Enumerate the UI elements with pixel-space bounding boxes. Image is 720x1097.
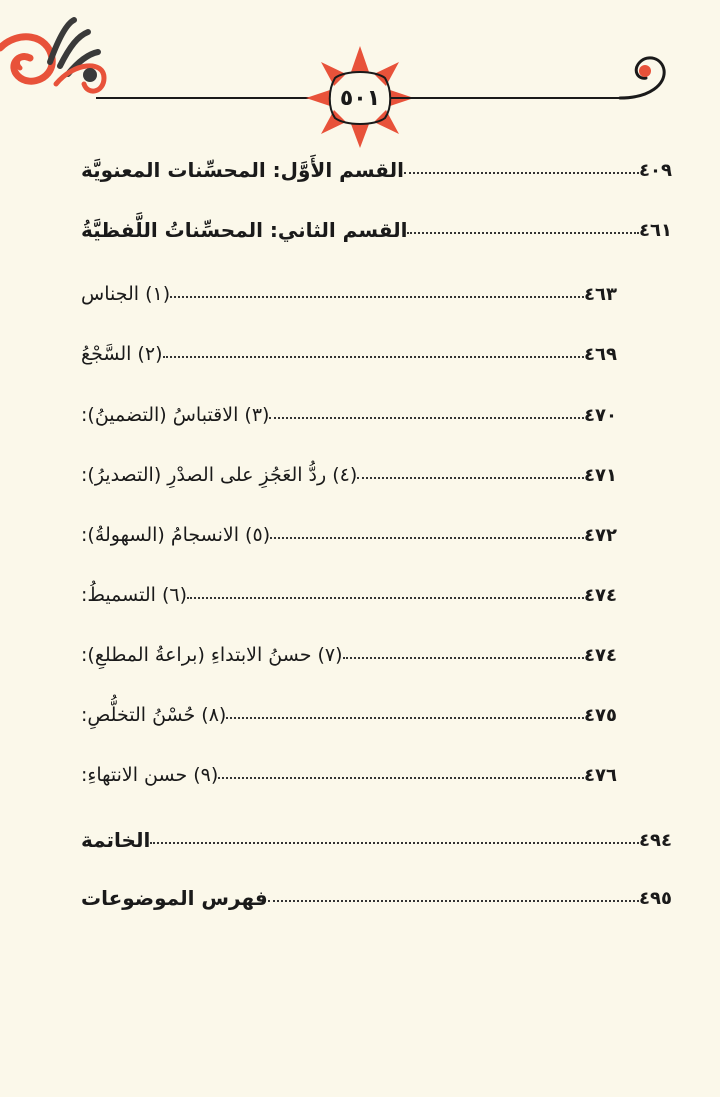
toc-entry-title: (٣) الاقتباسُ (التضمينُ): xyxy=(81,404,270,427)
toc-entry-title: فهرس الموضوعات xyxy=(81,886,268,910)
toc-entry xyxy=(75,453,625,487)
dot-leader xyxy=(269,417,584,419)
dot-leader xyxy=(170,296,584,298)
toc-entry-title: (٥) الانسجامُ (السهولةُ): xyxy=(81,524,271,547)
page-number: ٥٠١ xyxy=(339,86,381,111)
toc-entry-page: ٤٩٤ xyxy=(639,830,672,852)
toc-entry-page: ٤٩٥ xyxy=(639,888,672,910)
dot-leader xyxy=(404,172,639,174)
toc-entry-title: (٢) السَّجْعُ xyxy=(81,343,163,366)
dot-leader xyxy=(270,537,584,539)
toc-entry-page: ٤٧٠ xyxy=(584,405,617,427)
toc-entry xyxy=(75,272,625,306)
toc-entry xyxy=(75,693,625,727)
dot-leader xyxy=(163,356,585,358)
dot-leader xyxy=(407,232,639,234)
toc-entry-title: (٦) التسميطُ: xyxy=(81,584,187,607)
dot-leader xyxy=(187,597,584,599)
toc-entry-page: ٤٠٩ xyxy=(639,160,672,182)
toc-entry xyxy=(75,573,625,607)
dot-leader xyxy=(150,842,639,844)
dot-leader xyxy=(343,657,584,659)
toc-entry-title: (١) الجناس xyxy=(81,283,171,306)
toc-entry-title: (٨) حُسْنُ التخلُّصِ: xyxy=(81,704,227,727)
toc-entry-title: القسم الثاني: المحسِّناتُ اللَّفظيَّةُ xyxy=(81,218,408,242)
toc-entry xyxy=(75,753,625,787)
toc-entry xyxy=(75,393,625,427)
toc-entry-page: ٤٧٤ xyxy=(584,585,617,607)
toc-entry-title: الخاتمة xyxy=(81,828,151,852)
toc-entry-title: (٤) ردُّ العَجُزِ على الصدْرِ (التصديرُ): xyxy=(81,464,358,487)
toc-entry xyxy=(75,148,680,182)
toc-entry-page: ٤٧٥ xyxy=(584,705,617,727)
toc-entry-page: ٤٦٩ xyxy=(584,344,617,366)
dot-leader xyxy=(226,717,584,719)
toc-entry-page: ٤٧٦ xyxy=(584,765,617,787)
toc-entry-page: ٤٦١ xyxy=(639,220,672,242)
toc-entry xyxy=(75,208,680,242)
dot-leader xyxy=(268,900,639,902)
toc-entry xyxy=(75,876,680,910)
dot-leader xyxy=(357,477,584,479)
toc-entry-title: (٧) حسنُ الابتداءِ (براعةُ المطلعِ): xyxy=(81,644,343,667)
toc-entry xyxy=(75,818,680,852)
toc-entry-page: ٤٦٣ xyxy=(584,284,617,306)
toc-entry-page: ٤٧١ xyxy=(584,465,617,487)
toc-entry xyxy=(75,332,625,366)
toc-entry-page: ٤٧٢ xyxy=(584,525,617,547)
toc-entry xyxy=(75,633,625,667)
dot-leader xyxy=(218,777,584,779)
toc-entry-title: القسم الأَوَّل: المحسِّنات المعنويَّة xyxy=(81,158,404,182)
toc-entry-page: ٤٧٤ xyxy=(584,645,617,667)
toc-entry xyxy=(75,513,625,547)
toc-entry-title: (٩) حسن الانتهاءِ: xyxy=(81,764,219,787)
